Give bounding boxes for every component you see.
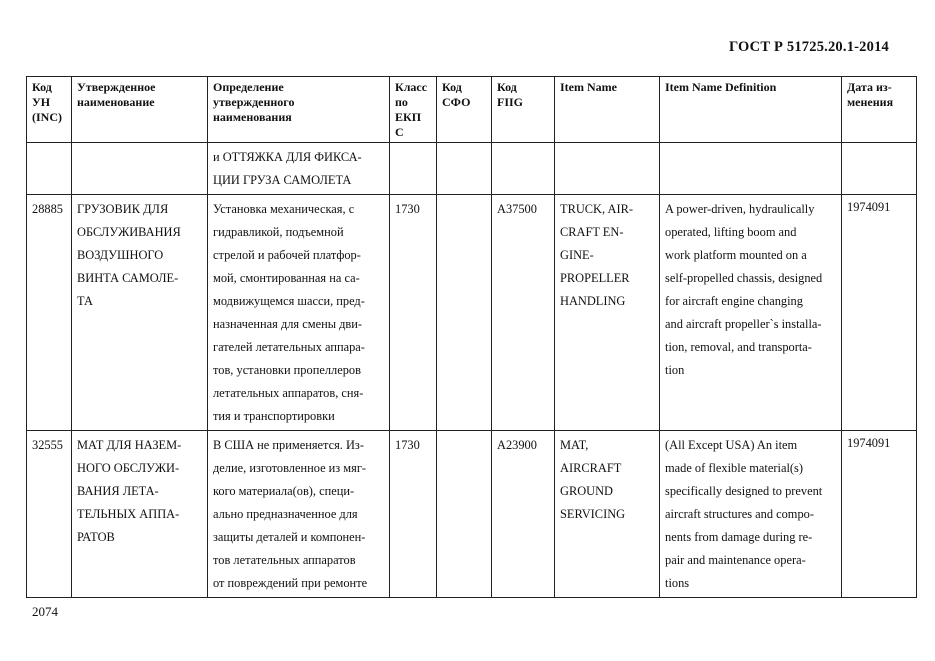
cell-class <box>390 143 437 195</box>
cell-date <box>842 143 917 195</box>
cell-line: менения <box>847 95 894 109</box>
cell-line: Дата из- <box>847 80 892 94</box>
table-row <box>27 195 917 431</box>
cell-line: Установка механическая, с <box>213 202 355 216</box>
cell-line: стрелой и рабочей платфор- <box>213 248 361 262</box>
col-header-class <box>390 77 437 143</box>
cell-line: CRAFT EN- <box>560 225 624 239</box>
cell-item-definition <box>660 431 842 598</box>
cell-line: Утвержденное <box>77 80 156 94</box>
cell-line: УН <box>32 95 51 109</box>
cell-line: tion <box>665 363 685 377</box>
cell-line: утвержденного <box>213 95 295 109</box>
cell-line: Код <box>442 80 462 94</box>
cell-line: made of flexible material(s) <box>665 461 803 475</box>
cell-line: ЕКП <box>395 110 422 124</box>
cell-line: nents from damage during re- <box>665 530 813 544</box>
col-header-item-name-definition <box>660 77 842 143</box>
cell-line: for aircraft engine changing <box>665 294 803 308</box>
cell-line: GROUND <box>560 484 614 498</box>
cell-line: 1730 <box>395 202 420 216</box>
document-header: ГОСТ Р 51725.20.1-2014 <box>728 39 889 55</box>
cell-line: по <box>395 95 408 109</box>
cell-line: operated, lifting boom and <box>665 225 797 239</box>
cell-line: ТА <box>77 294 93 308</box>
cell-line: AIRCRAFT <box>560 461 622 475</box>
cell-code <box>27 431 72 598</box>
cell-line: pair and maintenance opera- <box>665 553 806 567</box>
cell-name <box>72 431 208 598</box>
cell-line: A23900 <box>497 438 537 452</box>
cell-date <box>842 431 917 598</box>
cell-line: С <box>395 125 404 139</box>
cell-line: (All Except USA) An item <box>665 438 798 452</box>
cell-line: Код <box>32 80 52 94</box>
cell-line: self-propelled chassis, designed <box>665 271 823 285</box>
cell-line: tions <box>665 576 690 590</box>
cell-class <box>390 431 437 598</box>
cell-class <box>390 195 437 431</box>
cell-line: летательных аппаратов, сня- <box>213 386 364 400</box>
cell-name <box>72 195 208 431</box>
cell-line: FIIG <box>497 95 524 109</box>
cell-fiig <box>492 143 555 195</box>
cell-item-name <box>555 143 660 195</box>
cell-line: (INC) <box>32 110 62 124</box>
cell-line: Класс <box>395 80 428 94</box>
cell-line: наименования <box>213 110 292 124</box>
cell-line: модвижущемся шасси, пред- <box>213 294 365 308</box>
cell-line: 1974091 <box>847 200 891 214</box>
cell-definition <box>208 195 390 431</box>
cell-line: TRUCK, AIR- <box>560 202 633 216</box>
cell-line: тия и транспортировки <box>213 409 335 423</box>
cell-line: гателей летательных аппара- <box>213 340 365 354</box>
cell-line: work platform mounted on a <box>665 248 807 262</box>
cell-line: aircraft structures and compo- <box>665 507 814 521</box>
cell-line: СФО <box>442 95 471 109</box>
col-header-inc-code <box>27 77 72 143</box>
cell-definition <box>208 431 390 598</box>
cell-line: ВАНИЯ ЛЕТА- <box>77 484 159 498</box>
table-row-continuation <box>27 143 917 195</box>
cell-line: 28885 <box>32 202 63 216</box>
cell-line: МАТ ДЛЯ НАЗЕМ- <box>77 438 182 452</box>
cell-line: РАТОВ <box>77 530 115 544</box>
col-header-item-name <box>555 77 660 143</box>
col-header-change-date <box>842 77 917 143</box>
cell-name <box>72 143 208 195</box>
cell-line: HANDLING <box>560 294 626 308</box>
cell-line: GINE- <box>560 248 594 262</box>
cell-line: MAT, <box>560 438 589 452</box>
cell-line: В США не применяется. Из- <box>213 438 364 452</box>
table-header-row <box>27 77 917 143</box>
cell-line: назначенная для смены дви- <box>213 317 363 331</box>
cell-item-name <box>555 431 660 598</box>
cell-line: SERVICING <box>560 507 626 521</box>
cell-line: тов, установки пропеллеров <box>213 363 361 377</box>
cell-line: наименование <box>77 95 155 109</box>
cell-line: защиты деталей и компонен- <box>213 530 366 544</box>
cell-line: specifically designed to prevent <box>665 484 823 498</box>
cell-line: ОБСЛУЖИВАНИЯ <box>77 225 181 239</box>
cell-line: A power-driven, hydraulically <box>665 202 815 216</box>
col-header-sfo-code <box>437 77 492 143</box>
cell-line: PROPELLER <box>560 271 630 285</box>
page-number: 2074 <box>32 604 58 619</box>
cell-line: tion, removal, and transporta- <box>665 340 812 354</box>
cell-line: and aircraft propeller`s installa- <box>665 317 822 331</box>
cell-sfo <box>437 431 492 598</box>
cell-line: ТЕЛЬНЫХ АППА- <box>77 507 180 521</box>
cell-fiig <box>492 431 555 598</box>
cell-line: Код <box>497 80 517 94</box>
cell-line: Item Name Definition <box>665 80 777 94</box>
cell-line: 1974091 <box>847 436 891 450</box>
table-row <box>27 431 917 598</box>
cell-sfo <box>437 195 492 431</box>
cell-line: A37500 <box>497 202 537 216</box>
cell-line: ЦИИ ГРУЗА САМОЛЕТА <box>213 173 352 187</box>
col-header-fiig-code <box>492 77 555 143</box>
cell-line: делие, изготовленное из мяг- <box>213 461 367 475</box>
cell-item-definition <box>660 143 842 195</box>
cell-date <box>842 195 917 431</box>
cell-line: ВИНТА САМОЛЕ- <box>77 271 179 285</box>
cell-item-name <box>555 195 660 431</box>
cell-line: ВОЗДУШНОГО <box>77 248 164 262</box>
cell-line: гидравликой, подъемной <box>213 225 344 239</box>
cell-line: и ОТТЯЖКА ДЛЯ ФИКСА- <box>213 150 362 164</box>
cell-line: 32555 <box>32 438 63 452</box>
cell-line: мой, смонтированная на са- <box>213 271 360 285</box>
cell-line: тов летательных аппаратов <box>213 553 356 567</box>
cell-line: НОГО ОБСЛУЖИ- <box>77 461 180 475</box>
col-header-approved-name <box>72 77 208 143</box>
cell-line: от повреждений при ремонте <box>213 576 368 590</box>
cell-line: кого материала(ов), специ- <box>213 484 355 498</box>
cell-sfo <box>437 143 492 195</box>
cell-line: ГРУЗОВИК ДЛЯ <box>77 202 169 216</box>
cell-code <box>27 143 72 195</box>
col-header-definition <box>208 77 390 143</box>
cell-fiig <box>492 195 555 431</box>
cell-item-definition <box>660 195 842 431</box>
cell-line: 1730 <box>395 438 420 452</box>
cell-code <box>27 195 72 431</box>
cell-definition <box>208 143 390 195</box>
cell-line: ально предназначенное для <box>213 507 358 521</box>
cell-line: Определение <box>213 80 284 94</box>
cell-line: Item Name <box>560 80 617 94</box>
item-names-table <box>26 76 917 598</box>
